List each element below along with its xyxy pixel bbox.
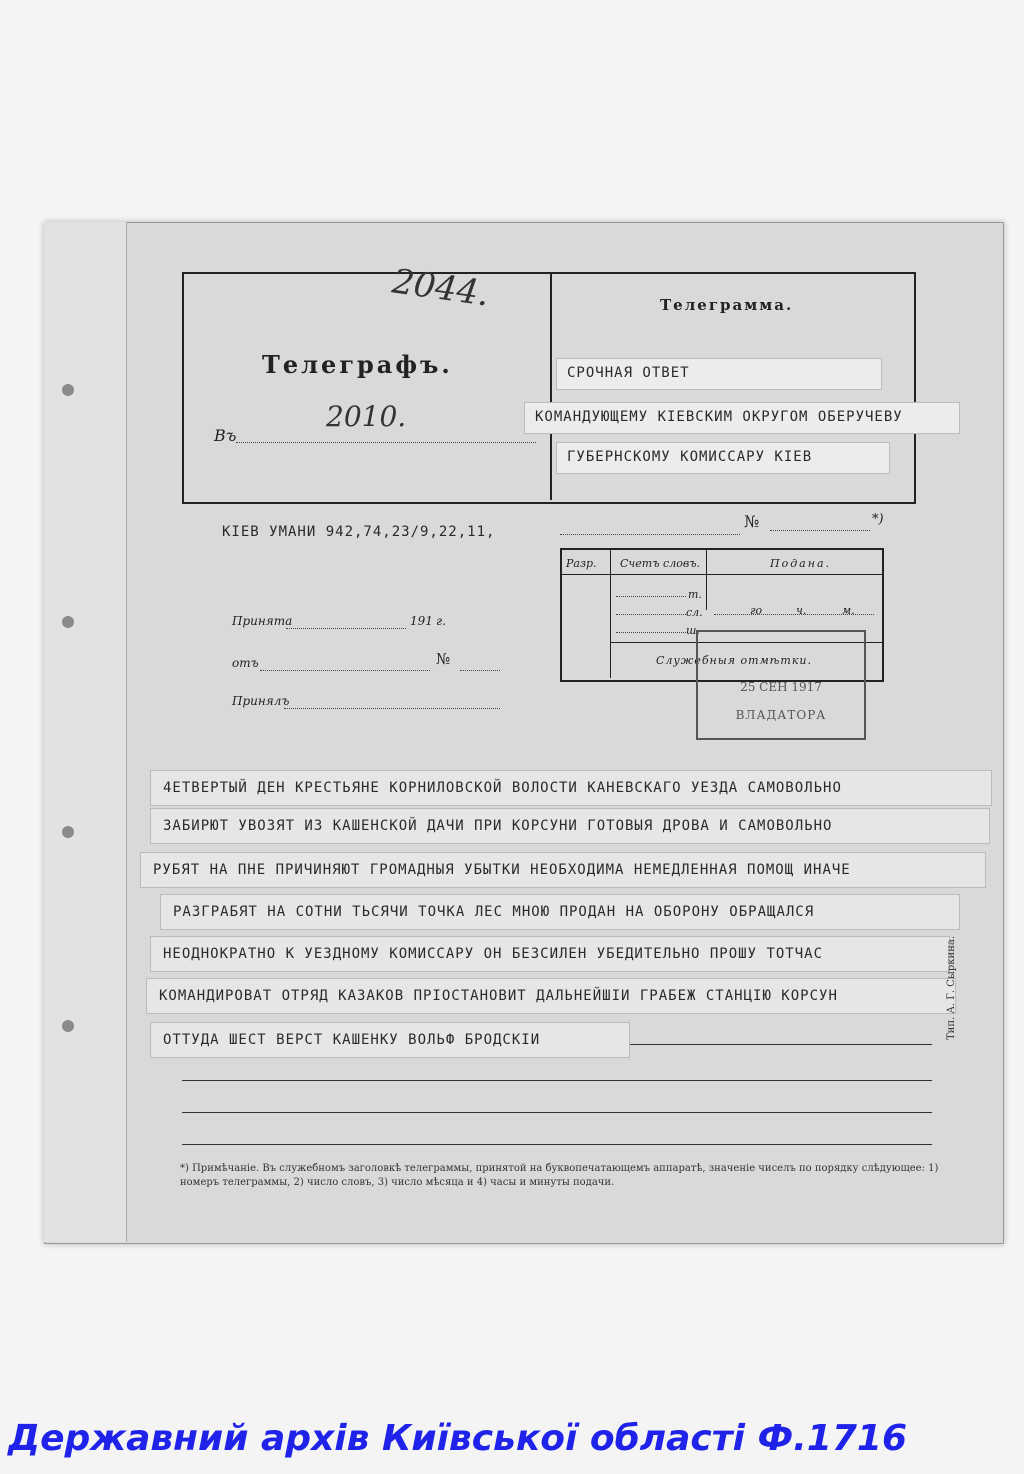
telegramma-title: Телеграмма.: [660, 296, 794, 314]
message-line: НЕОДНОКРАТНО К УЕЗДНОМУ КОМИССАРУ ОН БЕЗСИЛЕН УБЕДИТЕЛЬНО ПРОШУ ТОТЧАС: [150, 936, 950, 972]
telegraf-title: Телеграфъ.: [262, 350, 453, 379]
prinyata-year: 191: [410, 614, 433, 628]
unit-t: т.: [688, 588, 702, 601]
ruled-line: [182, 1080, 932, 1081]
footnote: *) Примѣчаніе. Въ служебномъ заголовкѣ телеграммы, принятой на буквопечатающемъ аппаратѣ, значеніе чиселъ по порядку слѣдующее: 1) номеръ телеграммы, 2) число словъ, 3) число мѣсяца и 4) часы и минуты подачи.: [180, 1163, 939, 1188]
punch-hole: [62, 826, 74, 838]
v-label: Въ: [214, 426, 237, 445]
route-asterisk: *): [872, 512, 884, 527]
stamp-date: 25 СЕН 1917: [740, 680, 822, 694]
prinyata-label: Принята: [232, 614, 293, 628]
handwritten-number: 2044.: [389, 261, 492, 315]
printer-imprint: Тип. А. Г. Сыркина.: [946, 936, 957, 1040]
route-line-text: КIЕВ УМАНИ 942,74,23/9,22,11,: [222, 524, 496, 540]
time-go: го: [750, 604, 763, 617]
route-dotted-line: [560, 534, 740, 535]
address-line-1: СРОЧНАЯ ОТВЕТ: [556, 358, 882, 390]
ruled-line: [630, 1044, 932, 1045]
prinyal-label: Принялъ: [232, 694, 290, 708]
prinyata-year-suffix: г.: [436, 614, 446, 628]
prinyata-line: [286, 628, 406, 629]
address-line-2: КОМАНДУЮЩЕМУ КIЕВСКИМ ОКРУГОМ ОБЕРУЧЕВУ: [524, 402, 960, 434]
punch-hole: [62, 384, 74, 396]
message-line: РАЗГРАБЯТ НА СОТНИ ТЬСЯЧИ ТОЧКА ЛЕС МНОЮ ПРОДАН НА ОБОРОНУ ОБРАЩАЛСЯ: [160, 894, 960, 930]
meta-table-header-rule: [560, 574, 882, 575]
date-stamp: [696, 630, 866, 740]
message-line: КОМАНДИРОВАТ ОТРЯД КАЗАКОВ ПРIОСТАНОВИТ ДАЛЬНЕЙШIИ ГРАБЕЖ СТАНЦIЮ КОРСУН: [146, 978, 956, 1014]
prinyal-line: [284, 708, 500, 709]
v-line: [236, 442, 536, 443]
service-marks-label: Служебныя отмѣтки.: [656, 654, 812, 667]
ruled-line: [182, 1112, 932, 1113]
header-divider: [550, 272, 552, 500]
unit-dots: [616, 614, 686, 615]
stamp-office: ВЛАДАТОРА: [735, 708, 827, 722]
route-number-line: [770, 530, 870, 531]
ot-label: отъ: [232, 656, 259, 670]
unit-dots: [616, 596, 686, 597]
unit-sl: сл.: [686, 606, 703, 619]
message-line: ОТТУДА ШЕСТ ВЕРСТ КАШЕНКУ ВОЛЬФ БРОДСКIИ: [150, 1022, 630, 1058]
col-podana: Подана.: [770, 557, 832, 570]
col-schet: Счетъ словъ.: [620, 557, 701, 570]
route-number-label: №: [744, 512, 760, 531]
ot-number-label: №: [436, 650, 451, 668]
meta-table-divider: [610, 548, 611, 678]
handwritten-v-number: 2010.: [326, 400, 407, 433]
ot-number-line: [460, 670, 500, 671]
message-line: 4ЕТВЕРТЫЙ ДЕН КРЕСТЬЯНЕ КОРНИЛОВСКОЙ ВОЛОСТИ КАНЕВСКАГО УЕЗДА САМОВОЛЬНО: [150, 770, 992, 806]
binding-stub: [44, 222, 127, 1242]
time-ch: ч.: [796, 604, 807, 617]
punch-hole: [62, 1020, 74, 1032]
archive-caption: Державний архів Київської області Ф.1716: [8, 1418, 908, 1459]
ot-line: [260, 670, 430, 671]
punch-hole: [62, 616, 74, 628]
message-line: ЗАБИРЮТ УВОЗЯТ ИЗ КАШЕНСКОЙ ДАЧИ ПРИ КОРСУНИ ГОТОВЫЯ ДРОВА И САМОВОЛЬНО: [150, 808, 990, 844]
time-m: м.: [842, 604, 855, 617]
unit-sh: ш.: [686, 624, 700, 637]
message-line: РУБЯТ НА ПНЕ ПРИЧИНЯЮТ ГРОМАДНЫЯ УБЫТКИ НЕОБХОДИМА НЕМЕДЛЕННАЯ ПОМОЩ ИНАЧЕ: [140, 852, 986, 888]
unit-dots: [616, 632, 686, 633]
address-line-3: ГУБЕРНСКОМУ КОМИССАРУ КIЕВ: [556, 442, 890, 474]
meta-table-divider: [706, 548, 707, 610]
col-razr: Разр.: [566, 557, 597, 570]
ruled-line: [182, 1144, 932, 1145]
